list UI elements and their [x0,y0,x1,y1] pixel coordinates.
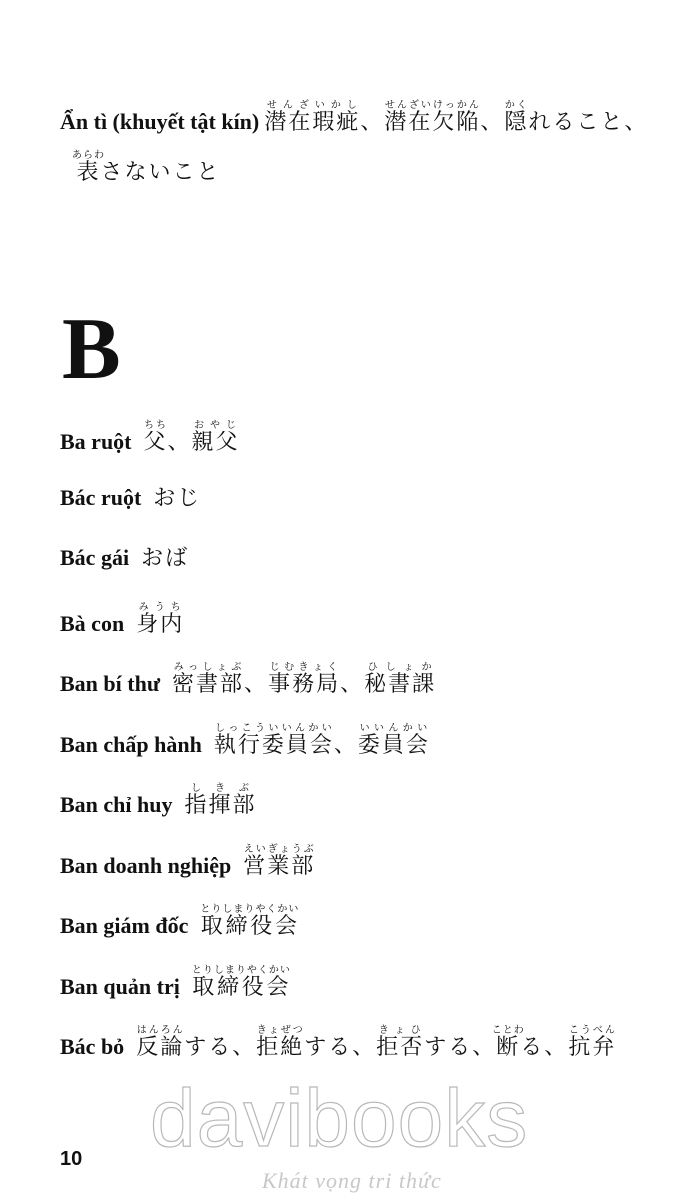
jp-word [243,843,316,879]
jp-word [136,1025,185,1060]
furigana: ことわ [491,1025,525,1036]
furigana: とりしまりやくかい [191,964,291,976]
jp-word-base: 拒否 [376,1035,425,1060]
jp-word [256,1025,305,1060]
jp-word [136,601,185,637]
jp-text: 、 [360,110,385,135]
entry-definition [172,662,437,697]
jp-text: する、 [424,1035,497,1060]
jp-word [213,722,334,758]
furigana: とりしまりやくかい [200,904,300,915]
jp-word-base: 秘書課 [364,672,437,697]
furigana: きょひ [376,1025,425,1036]
entry-definition [213,722,430,758]
jp-word [504,100,529,135]
jp-word [172,662,245,697]
furigana: みうち [136,601,185,613]
watermark-slogan: Khát vọng tri thức [262,1168,442,1193]
jp-word-base: 表 [72,160,105,185]
jp-word-base: 身内 [136,611,185,637]
entry-definition [184,783,257,818]
dictionary-entry [60,602,184,638]
jp-word-base: 反論 [136,1035,185,1060]
jp-word-base: 委員会 [357,732,430,758]
jp-text: する、 [184,1035,257,1060]
jp-word [184,783,257,818]
entry-term: Ban chấp hành [60,731,202,757]
jp-word [191,420,240,455]
section-letter: B [62,301,121,398]
jp-word-base: 断 [491,1035,525,1060]
jp-text: 、 [167,430,192,455]
entry-definition [136,1025,617,1060]
entry-term: Ba ruột [60,429,132,454]
dictionary-entry [60,1025,616,1061]
jp-word-base: 取締役会 [191,974,291,1000]
jp-word-base: 拒絶 [256,1035,305,1060]
jp-word [72,150,105,185]
jp-word [568,1025,617,1060]
jp-text: する、 [304,1035,377,1060]
jp-text: 、 [340,672,365,697]
jp-word-base: 抗弁 [568,1035,617,1060]
furigana: いいんかい [357,722,430,734]
dictionary-entry [60,541,189,572]
furigana: せんざいかし [264,100,361,111]
jp-text: 、 [480,110,505,135]
dictionary-entry [60,904,299,940]
entry-definition [153,486,201,511]
jp-word [376,1025,425,1060]
jp-word [200,904,300,939]
entry-term: Ban quản trị [60,973,180,999]
jp-word-base: 潜在瑕疵 [264,110,361,135]
jp-word-base: 営業部 [243,853,316,879]
jp-word-base: 父 [143,430,168,455]
entry-term: Bác bỏ [60,1034,125,1059]
entry-term: Bác gái [60,545,130,570]
entry-definition [243,843,316,879]
jp-word-base: 潜在欠陥 [384,110,481,135]
entry-term: Ẩn tì (khuyết tật kín) [60,109,260,134]
furigana: こうべん [568,1025,617,1036]
jp-word [357,722,430,758]
furigana: かく [504,100,529,111]
entry-term: Bà con [60,610,125,636]
entry-definition [143,420,240,455]
jp-word [491,1025,525,1060]
furigana: おやじ [191,420,240,431]
furigana: あらわ [72,150,105,161]
entry-term: Bác ruột [60,484,142,510]
furigana: きょぜつ [256,1025,305,1036]
jp-word-base: 指揮部 [184,793,257,818]
entry-definition [264,100,649,135]
jp-word-base: 親父 [191,430,240,455]
entry-term: Ban chỉ huy [60,792,173,817]
entry-definition [72,150,221,185]
dictionary-entry [60,965,291,1001]
dictionary-entry [60,783,257,819]
jp-word [191,964,291,1000]
furigana: しきぶ [184,783,257,794]
entry-term: Ban doanh nghiệp [60,852,232,878]
jp-word [384,100,481,135]
dictionary-entry [60,723,430,759]
jp-text: 、 [333,732,358,758]
entry-term: Ban bí thư [60,671,161,696]
jp-word-base: 事務局 [268,672,341,697]
jp-word-base: 取締役会 [200,914,300,939]
jp-word-base: 密書部 [172,672,245,697]
jp-word [268,662,341,697]
furigana: ひしょか [364,662,437,673]
intro-line-2 [72,150,221,186]
jp-word [264,100,361,135]
dictionary-entry [60,420,240,456]
entry-definition [200,904,300,939]
entry-definition [136,601,185,637]
jp-text: 、 [244,672,269,697]
jp-word-base: 執行委員会 [213,732,334,758]
jp-word [143,420,168,455]
furigana: えいぎょうぶ [243,843,316,855]
furigana: せんざいけっかん [384,100,481,111]
jp-text: る、 [520,1035,569,1060]
entry-definition [141,546,189,571]
jp-text: れること、 [528,110,649,135]
furigana: ちち [143,420,168,431]
page-number: 10 [60,1148,83,1170]
jp-word [364,662,437,697]
jp-text: おば [141,546,190,571]
intro-line-1 [60,100,648,136]
jp-text: おじ [153,485,202,511]
dictionary-entry [60,481,201,512]
furigana: みっしょぶ [172,662,245,673]
furigana: しっこういいんかい [213,722,334,734]
jp-text: さないこと [100,160,221,185]
dictionary-entry [60,844,315,880]
furigana: じむきょく [268,662,341,673]
entry-term: Ban giám đốc [60,913,189,938]
furigana: はんろん [136,1025,185,1036]
watermark-logo: davibooks [150,1073,529,1164]
entry-definition [191,964,291,1000]
dictionary-entry [60,662,436,698]
jp-word-base: 隠 [504,110,529,135]
